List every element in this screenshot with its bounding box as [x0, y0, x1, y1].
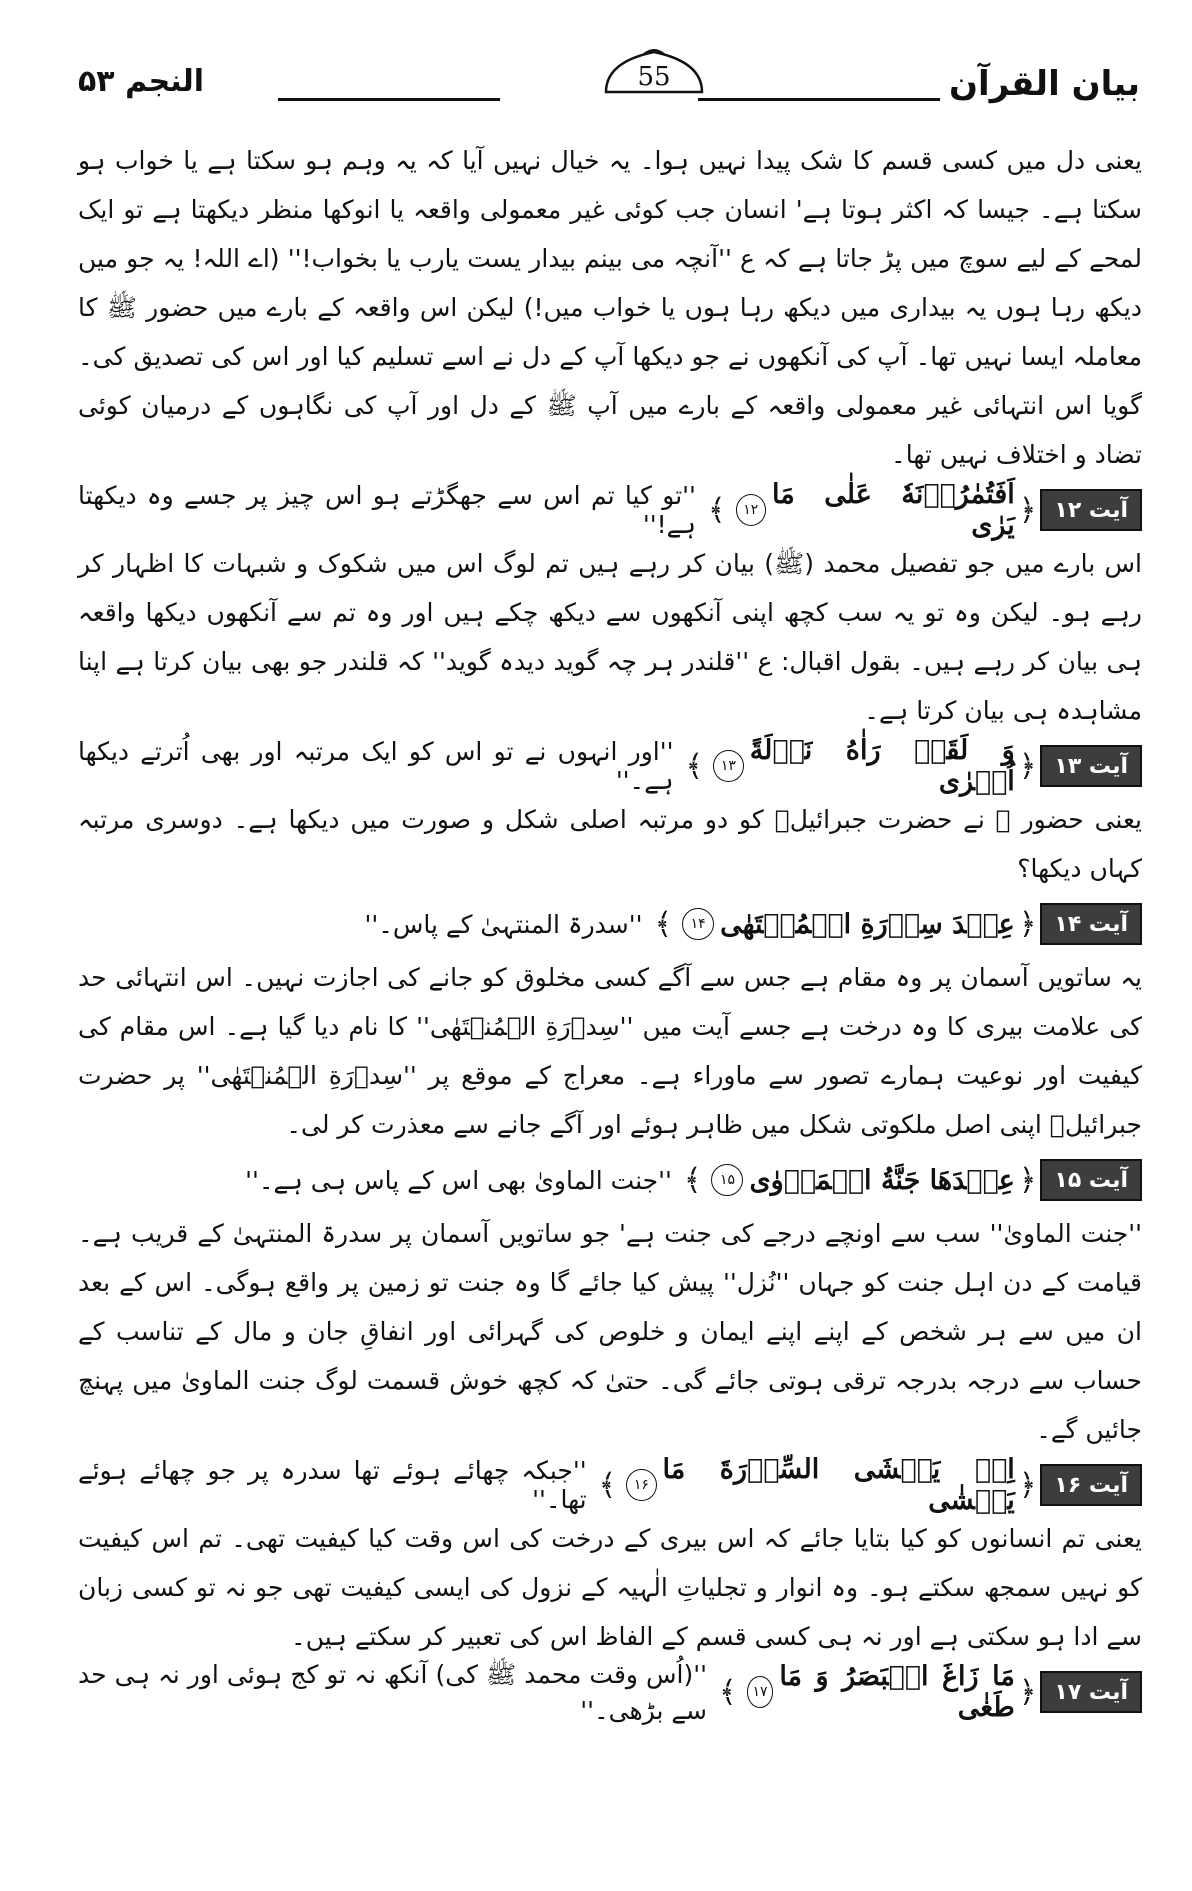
commentary-paragraph: یعنی دل میں کسی قسم کا شک پیدا نہیں ہوا۔ یہ خیال نہیں آیا کہ یہ وہم ہو سکتا ہے یا خواب ہو سکتا ہے۔ جیسا کہ اکثر ہوتا ہے' انسان جب کوئی غیر معمولی واقعہ یا انوکھا منظر دیکھتا ہے تو ایک لمحے کے لیے سوچ میں پڑ جاتا ہے کہ ع ''آنچہ می بینم بیدار یست یارب یا بخواب!'' (اے اللہ! یہ جو میں دیکھ رہا ہوں یہ بیداری میں دیکھ رہا ہوں یا خواب میں!) لیکن اس واقعہ کے بارے میں حضور ﷺ کا معاملہ ایسا نہیں تھا۔ آپ کی آنکھوں نے جو دیکھا آپ کے دل نے اسے تسلیم کیا اور اس کی تصدیق کی۔ گویا اس انتہائی غیر معمولی واقعہ کے بارے میں آپ ﷺ کے دل اور آپ کی نگاہوں کے درمیان کوئی تضاد و اختلاف نہیں تھا۔: [78, 146, 1142, 469]
ayah-bracket-close: ﴾: [598, 1467, 617, 1503]
ayah-bracket-close: ﴾: [707, 492, 726, 528]
page-body: [78, 136, 1142, 1725]
ayah-arabic-text: عِنۡدَهَا جَنَّةُ الۡمَاۡوٰی: [749, 1164, 1015, 1196]
ayah-row: [78, 1456, 1142, 1514]
ayah-arabic-text: اَفَتُمٰرُوۡنَهٗ عَلٰی مَا یَرٰی: [772, 479, 1015, 541]
ayah-translation: ''تو کیا تم اس سے جھگڑتے ہو اس چیز پر جسے وہ دیکھتا ہے!'': [78, 481, 696, 539]
header-rule-left: [278, 98, 500, 101]
commentary-paragraph: یعنی حضور ﷺ نے حضرت جبرائیلؑ کو دو مرتبہ اصلی شکل و صورت میں دیکھا ہے۔ دوسری مرتبہ کہاں دیکھا؟: [78, 805, 1142, 883]
ayah-number-marker: ۱۵: [711, 1164, 743, 1196]
ayah-translation: ''جنت الماویٰ بھی اس کے پاس ہی ہے۔'': [245, 1165, 672, 1195]
ayah-label: آیت ۱۵: [1040, 1159, 1142, 1201]
page-number: 55: [637, 62, 671, 92]
header-rule-right: [698, 98, 940, 101]
page-number-badge: [598, 48, 710, 106]
ayah-number-marker: ۱۳: [713, 750, 744, 782]
ayah-translation: ''جبکہ چھائے ہوئے تھا سدرہ پر جو چھائے ہوئے تھا۔'': [78, 1456, 587, 1514]
ayah-label: آیت ۱۴: [1040, 903, 1142, 945]
ayah-row: [78, 1660, 1142, 1725]
commentary-paragraph: اس بارے میں جو تفصیل محمد (ﷺ) بیان کر رہے ہیں تم لوگ اس میں شکوک و شبہات کا اظہار کر رہے ہو۔ لیکن وہ تو یہ سب کچھ اپنی آنکھوں سے دیکھ چکے ہیں اور وہ تم سے آنکھوں دیکھا واقعہ ہی بیان کر رہے ہیں۔ بقول اقبال: ع ''قلندر ہر چہ گوید دیدہ گوید'' کہ قلندر جو بھی بیان کرتا ہے اپنا مشاہدہ ہی بیان کرتا ہے۔: [78, 549, 1142, 725]
ayah-label: آیت ۱۳: [1040, 745, 1142, 787]
ayah-bracket-open: ﴿: [1018, 748, 1037, 784]
book-title: بیان القرآن: [949, 64, 1140, 104]
ayah-translation: ''اور انہوں نے تو اس کو ایک مرتبہ اور بھی اُترتے دیکھا ہے۔'': [78, 737, 674, 795]
ayah-number-marker: ۱۷: [747, 1676, 774, 1708]
ayah-arabic-text: وَ لَقَدۡ رَاٰهُ نَزۡلَةً اُخۡرٰی: [749, 735, 1015, 797]
ayah-bracket-close: ﴾: [654, 906, 673, 942]
page-header: [78, 58, 1140, 122]
ayah-arabic-text: عِنۡدَ سِدۡرَةِ الۡمُنۡتَهٰی: [720, 908, 1015, 940]
ayah-row: [78, 1151, 1142, 1209]
ayah-number-marker: ۱۶: [626, 1469, 656, 1501]
ayah-row: [78, 895, 1142, 953]
ayah-label: آیت ۱۶: [1040, 1464, 1142, 1506]
ayah-bracket-close: ﴾: [719, 1674, 737, 1710]
commentary-paragraph: یعنی تم انسانوں کو کیا بتایا جائے کہ اس بیری کے درخت کی اس وقت کیا کیفیت تھی۔ تم اس کیفیت کو نہیں سمجھ سکتے ہو۔ وہ انوار و تجلیاتِ الٰہیہ کے نزول کی ایسی کیفیت تھی جو نہ تو کسی زبان سے ادا ہو سکتی ہے اور نہ ہی کسی قسم کے الفاظ اس کی تعبیر کر سکتے ہیں۔: [78, 1524, 1142, 1651]
ayah-bracket-close: ﴾: [685, 748, 704, 784]
ayah-arabic-text: مَا زَاغَ الۡبَصَرُ وَ مَا طَغٰی: [779, 1661, 1015, 1723]
ayah-row: [78, 737, 1142, 795]
ayah-translation: ''سدرۃ المنتہیٰ کے پاس۔'': [364, 909, 643, 939]
ayah-bracket-open: ﴿: [1018, 1162, 1037, 1198]
ayah-label: آیت ۱۷: [1040, 1671, 1142, 1713]
ayah-bracket-open: ﴿: [1018, 906, 1037, 942]
ayah-bracket-open: ﴿: [1018, 1674, 1037, 1710]
surah-name: النجم ۵۳: [78, 64, 205, 99]
ayah-translation: ''(اُس وقت محمد ﷺ کی) آنکھ نہ تو کج ہوئی اور نہ ہی حد سے بڑھی۔'': [78, 1660, 707, 1725]
ayah-arabic-text: اِذۡ یَغۡشَی السِّدۡرَةَ مَا یَغۡشٰی: [662, 1454, 1015, 1516]
commentary-paragraph: یہ ساتویں آسمان پر وہ مقام ہے جس سے آگے کسی مخلوق کو جانے کی اجازت نہیں۔ اس انتہائی حد کی علامت بیری کا وہ درخت ہے جسے آیت میں ''سِدۡرَةِ الۡمُنۡتَهٰی'' کا نام دیا گیا ہے۔ اس مقام کی کیفیت اور نوعیت ہمارے تصور سے ماوراء ہے۔ معراج کے موقع پر ''سِدۡرَةِ الۡمُنۡتَهٰی'' پر حضرت جبرائیلؑ اپنی اصل ملکوتی شکل میں ظاہر ہوئے اور آگے جانے سے معذرت کر لی۔: [78, 963, 1142, 1139]
ayah-number-marker: ۱۲: [736, 494, 767, 526]
ayah-bracket-open: ﴿: [1018, 492, 1037, 528]
ayah-bracket-open: ﴿: [1018, 1467, 1037, 1503]
ayah-row: [78, 481, 1142, 539]
ayah-number-marker: ۱۴: [682, 908, 714, 940]
ayah-label: آیت ۱۲: [1040, 489, 1142, 531]
ayah-bracket-close: ﴾: [683, 1162, 702, 1198]
commentary-paragraph: ''جنت الماویٰ'' سب سے اونچے درجے کی جنت ہے' جو ساتویں آسمان پر سدرۃ المنتہیٰ کے قریب ہے۔ قیامت کے دن اہل جنت کو جہاں ''نُزل'' پیش کیا جائے گا وہ جنت تو زمین پر واقع ہوگی۔ اس کے بعد ان میں سے ہر شخص کے اپنے اپنے ایمان و خلوص کی گہرائی اور انفاقِ جان و مال کے تناسب کے حساب سے درجہ بدرجہ ترقی ہوتی جائے گی۔ حتیٰ کہ کچھ خوش قسمت لوگ جنت الماویٰ میں پہنچ جائیں گے۔: [78, 1219, 1142, 1444]
